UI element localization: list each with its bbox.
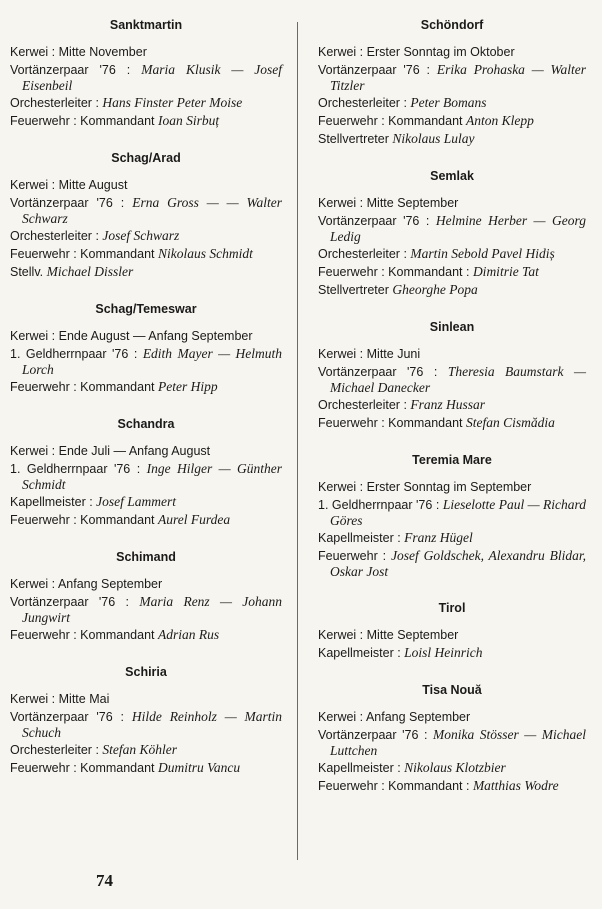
entry-label: Feuerwehr : Kommandant [10, 114, 158, 128]
entry-value: Mitte Juni [366, 347, 421, 361]
entry-label: Feuerwehr : Kommandant [318, 416, 466, 430]
entry-value: Gheorghe Popa [392, 282, 478, 297]
right-column [318, 18, 586, 816]
entry-line [318, 346, 586, 362]
village-heading: Sanktmartin [109, 18, 183, 32]
entry-value: Nikolaus Lulay [392, 131, 475, 146]
entry-value: Mitte September [366, 628, 459, 642]
entry-label: 1. Geldherrnpaar '76 : [318, 498, 443, 512]
entry-value: Mitte August [58, 178, 128, 192]
entry-line [10, 328, 282, 344]
entry-line [10, 576, 282, 592]
village-section [10, 417, 282, 528]
entry-line [10, 494, 282, 510]
entry-line [318, 195, 586, 211]
entry-line [318, 497, 586, 528]
entry-line [318, 131, 586, 147]
entry-label: Kerwei : [10, 577, 58, 591]
entry-value: Franz Hussar [410, 397, 486, 412]
entry-label: Kerwei : [10, 444, 59, 458]
entry-label: Kerwei : [318, 196, 367, 210]
entry-label: Vortänzerpaar '76 : [10, 63, 142, 77]
entry-line [318, 627, 586, 643]
entry-value: Anfang September [57, 577, 163, 591]
village-section [318, 683, 586, 794]
entry-line [10, 627, 282, 643]
entry-line [318, 548, 586, 579]
entry-label: Kerwei : [318, 710, 366, 724]
entry-value: Erika Prohaska — Walter Titzler [330, 62, 586, 93]
entry-label: Orchesterleiter : [10, 743, 103, 757]
entry-value: Peter Hipp [158, 379, 218, 394]
entry-value: Nikolaus Schmidt [158, 246, 253, 261]
entry-line [318, 530, 586, 546]
entry-value: Anton Klepp [466, 113, 534, 128]
page-number: 74 [96, 871, 113, 890]
entry-label: Orchesterleiter : [10, 229, 103, 243]
entry-label: Orchesterleiter : [318, 96, 411, 110]
village-heading: Schöndorf [420, 18, 484, 32]
entry-line [10, 691, 282, 707]
entry-value: Maria Renz — Johann Jungwirt [22, 594, 282, 625]
entry-value: Stefan Cismădia [466, 415, 555, 430]
entry-value: Martin Sebold Pavel Hidiș [410, 246, 555, 261]
entry-line [318, 62, 586, 93]
entry-line [10, 379, 282, 395]
entry-value: Mitte September [366, 196, 459, 210]
entry-line [10, 177, 282, 193]
entry-line [10, 195, 282, 226]
entry-label: Vortänzerpaar '76 : [318, 214, 436, 228]
village-heading: Schandra [117, 417, 175, 431]
village-heading: Sinlean [429, 320, 475, 334]
village-section [10, 665, 282, 776]
entry-label: Kerwei : [10, 45, 59, 59]
entry-line [318, 44, 586, 60]
entry-value: Helmine Herber — Georg Ledig [330, 213, 586, 244]
village-section [318, 18, 586, 147]
entry-label: Stellvertreter [318, 132, 393, 146]
entry-label: Feuerwehr : Kommandant [10, 513, 158, 527]
entry-value: Anfang September [365, 710, 471, 724]
entry-label: Kerwei : [318, 480, 367, 494]
entry-value: Hilde Reinholz — Martin Schuch [22, 709, 282, 740]
entry-label: Feuerwehr : Kommandant [10, 628, 158, 642]
entry-value: Mitte Mai [58, 692, 110, 706]
entry-label: Kerwei : [318, 45, 367, 59]
village-section [10, 550, 282, 643]
entry-value: Erster Sonntag im Oktober [366, 45, 515, 59]
entry-line [10, 44, 282, 60]
entry-line [318, 645, 586, 661]
village-heading: Schiria [125, 665, 167, 679]
entry-line [10, 512, 282, 528]
entry-label: Vortänzerpaar '76 : [10, 595, 140, 609]
entry-value: Erster Sonntag im September [366, 480, 532, 494]
entry-label: Kerwei : [10, 692, 59, 706]
village-section [318, 320, 586, 431]
entry-label: Kapellmeister : [318, 531, 405, 545]
village-heading: Tisa Nouă [422, 683, 482, 697]
entry-label: 1. Geldherrnpaar '76 : [10, 347, 143, 361]
entry-label: Feuerwehr : Kommandant [10, 247, 158, 261]
entry-line [10, 264, 282, 280]
entry-value: Adrian Rus [158, 627, 220, 642]
entry-value: Matthias Wodre [472, 778, 559, 793]
village-heading: Schag/Arad [111, 151, 181, 165]
entry-line [318, 415, 586, 431]
village-heading: Teremia Mare [412, 453, 492, 467]
entry-line [318, 727, 586, 758]
entry-line [10, 346, 282, 377]
entry-line [10, 228, 282, 244]
entry-label: Vortänzerpaar '76 : [318, 63, 437, 77]
entry-value: Ioan Sirbuț [158, 113, 220, 128]
village-heading: Tirol [438, 601, 466, 615]
entry-label: Vortänzerpaar '76 : [318, 728, 434, 742]
entry-label: Vortänzerpaar '76 : [318, 365, 448, 379]
village-heading: Schimand [116, 550, 176, 564]
entry-value: Dumitru Vancu [158, 760, 241, 775]
village-section [10, 151, 282, 280]
entry-value: Loisl Heinrich [404, 645, 483, 660]
entry-line [318, 213, 586, 244]
entry-line [318, 364, 586, 395]
entry-label: Orchesterleiter : [318, 398, 411, 412]
entry-value: Erna Gross — — Walter Schwarz [22, 195, 282, 226]
entry-line [318, 397, 586, 413]
entry-line [318, 264, 586, 280]
entry-value: Theresia Baumstark — Michael Danecker [330, 364, 586, 395]
entry-value: Peter Bomans [410, 95, 487, 110]
entry-label: Orchesterleiter : [318, 247, 411, 261]
entry-line [318, 760, 586, 776]
entry-value: Monika Stösser — Michael Luttchen [330, 727, 586, 758]
entry-label: Stellv. [10, 265, 47, 279]
entry-line [10, 742, 282, 758]
entry-label: Stellvertreter [318, 283, 393, 297]
entry-line [318, 479, 586, 495]
entry-value: Lieselotte Paul — Richard Göres [330, 497, 587, 528]
entry-label: Vortänzerpaar '76 : [10, 196, 133, 210]
entry-label: Kerwei : [10, 178, 59, 192]
entry-line [318, 282, 586, 298]
entry-label: Kapellmeister : [318, 646, 405, 660]
left-column [10, 18, 282, 798]
entry-label: Feuerwehr : Kommandant [318, 114, 466, 128]
entry-label: Kerwei : [10, 329, 59, 343]
village-section [318, 453, 586, 579]
entry-label: Feuerwehr : Kommandant [10, 761, 158, 775]
entry-line [10, 246, 282, 262]
village-heading: Semlak [430, 169, 474, 183]
entry-label: Vortänzerpaar '76 : [10, 710, 132, 724]
entry-value: Ende Juli — Anfang August [58, 444, 211, 458]
entry-value: Inge Hilger — Günther Schmidt [22, 461, 282, 492]
entry-line [318, 113, 586, 129]
entry-line [10, 461, 282, 492]
entry-label: Feuerwehr : Kommandant : [318, 265, 473, 279]
entry-label: Orchesterleiter : [10, 96, 103, 110]
entry-label: Feuerwehr : Kommandant : [318, 779, 473, 793]
entry-line [10, 113, 282, 129]
entry-line [318, 778, 586, 794]
entry-line [10, 760, 282, 776]
entry-value: Maria Klusik — Josef Eisenbeil [22, 62, 282, 93]
entry-line [10, 594, 282, 625]
entry-label: Feuerwehr : Kommandant [10, 380, 158, 394]
entry-value: Mitte November [58, 45, 147, 59]
entry-label: Kerwei : [318, 628, 367, 642]
entry-line [318, 246, 586, 262]
entry-value: Josef Lammert [96, 494, 177, 509]
column-divider [297, 22, 298, 860]
entry-line [318, 709, 586, 725]
entry-value: Stefan Köhler [102, 742, 178, 757]
entry-label: Kapellmeister : [10, 495, 97, 509]
entry-value: Franz Hügel [404, 530, 473, 545]
entry-value: Josef Schwarz [102, 228, 180, 243]
entry-value: Nikolaus Klotzbier [404, 760, 506, 775]
entry-line [10, 443, 282, 459]
village-section [10, 18, 282, 129]
entry-line [10, 62, 282, 93]
entry-line [10, 709, 282, 740]
entry-line [10, 95, 282, 111]
village-section [10, 302, 282, 395]
entry-label: 1. Geldherrnpaar '76 : [10, 462, 147, 476]
entry-value: Dimitrie Tat [472, 264, 539, 279]
village-section [318, 601, 586, 661]
entry-value: Hans Finster Peter Moise [102, 95, 243, 110]
entry-label: Kapellmeister : [318, 761, 405, 775]
entry-label: Feuerwehr : [318, 549, 392, 563]
village-section [318, 169, 586, 298]
entry-label: Kerwei : [318, 347, 367, 361]
entry-value: Aurel Furdea [158, 512, 231, 527]
entry-value: Michael Dissler [46, 264, 134, 279]
entry-value: Edith Mayer — Helmuth Lorch [22, 346, 283, 377]
village-heading: Schag/Temeswar [95, 302, 197, 316]
entry-line [318, 95, 586, 111]
entry-value: Ende August — Anfang September [58, 329, 253, 343]
entry-value: Josef Goldschek, Alexandru Blidar, Oskar Jost [330, 548, 586, 579]
